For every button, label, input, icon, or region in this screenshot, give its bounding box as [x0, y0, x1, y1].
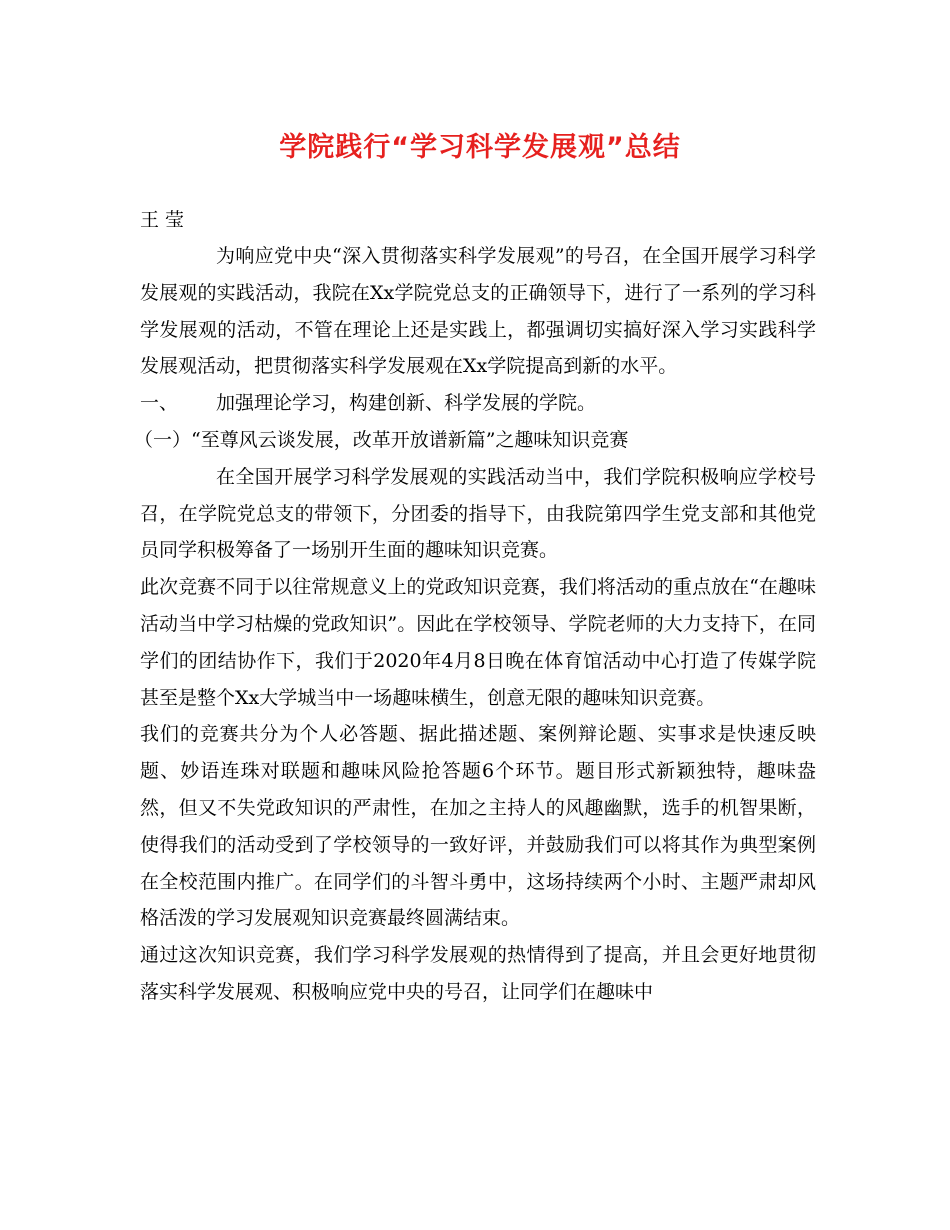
body-paragraph: 我们的竞赛共分为个人必答题、据此描述题、案例辩论题、实事求是快速反映题、妙语连珠对联题和趣味风险抢答题6个环节。题目形式新颖独特，趣味盎然，但又不失党政知识的严肃性，在加之主持人的风趣幽默，选手的机智果断，使得我们的活动受到了学校领导的一致好评，并鼓励我们可以将其作为典型案例在全校范围内推广。在同学们的斗智斗勇中，这场持续两个小时、主题严肃却风格活泼的学习发展观知识竞赛最终圆满结束。 [140, 723, 816, 930]
section-heading-1 [140, 385, 816, 422]
author-name: 王 莹 [140, 209, 185, 231]
body-paragraph: 通过这次知识竞赛，我们学习科学发展观的热情得到了提高，并且会更好地贯彻落实科学发展观、积极响应党中央的号召，让同学们在趣味中 [140, 944, 816, 1003]
section-number: 一、 [140, 392, 179, 415]
document-body [134, 238, 816, 1011]
section-heading-text: 加强理论学习，构建创新、科学发展的学院。 [216, 392, 597, 415]
document-title: 学院践行“学习科学发展观”总结 [279, 132, 681, 163]
subsection-heading-1: （一）“至尊风云谈发展，改革开放谱新篇”之趣味知识竞赛 [134, 428, 629, 451]
intro-paragraph: 为响应党中央“深入贯彻落实科学发展观”的号召，在全国开展学习科学发展观的实践活动，我院在Xx学院党总支的正确领导下，进行了一系列的学习科学发展观的活动，不管在理论上还是实践上，都强调切实搞好深入学习实践科学发展观活动，把贯彻落实科学发展观在Xx学院提高到新的水平。 [140, 245, 816, 378]
body-paragraph: 此次竞赛不同于以往常规意义上的党政知识竞赛，我们将活动的重点放在“在趣味活动当中学习枯燥的党政知识”。因此在学校领导、学院老师的大力支持下，在同学们的团结协作下，我们于2020年4月8日晚在体育馆活动中心打造了传媒学院甚至是整个Xx大学城当中一场趣味横生，创意无限的趣味知识竞赛。 [140, 576, 816, 709]
body-paragraph: 在全国开展学习科学发展观的实践活动当中，我们学院积极响应学校号召，在学院党总支的带领下，分团委的指导下，由我院第四学生党支部和其他党员同学积极筹备了一场别开生面的趣味知识竞赛。 [140, 465, 816, 562]
